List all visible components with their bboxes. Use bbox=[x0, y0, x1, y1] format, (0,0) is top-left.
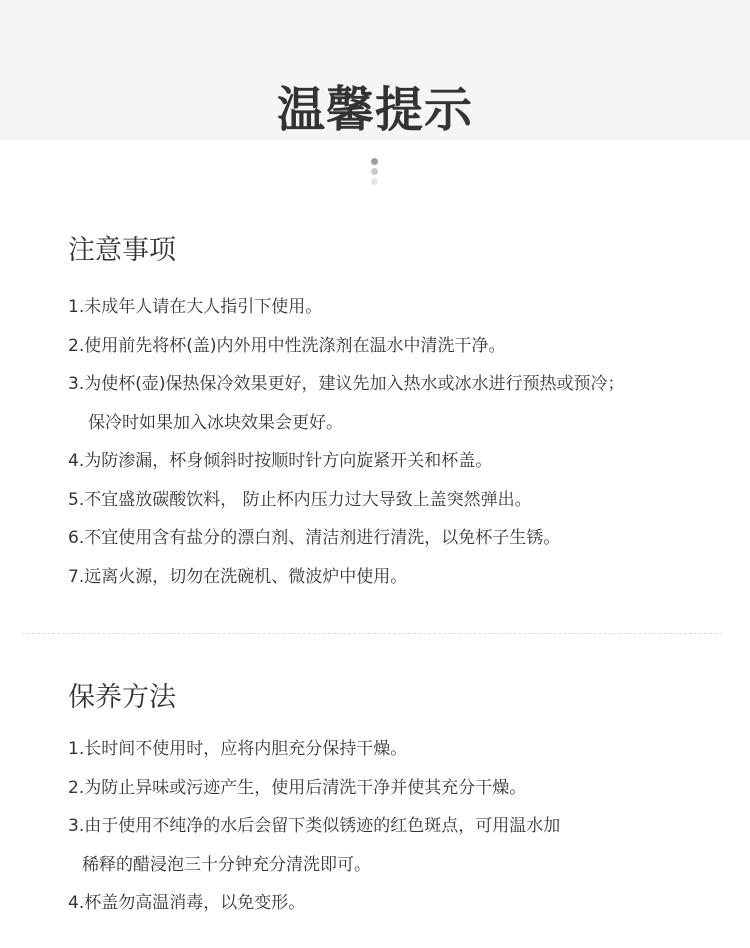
list-item-text: 2.为防止异味或污迹产生，使用后清洗干净并使其充分干燥。 bbox=[68, 777, 527, 798]
list-item bbox=[68, 365, 718, 442]
care-list bbox=[68, 730, 718, 923]
page-title: 温馨提示 bbox=[276, 82, 473, 138]
section-title-notice: 注意事项 bbox=[68, 235, 176, 266]
list-item bbox=[68, 769, 718, 808]
list-item-text: 1.长时间不使用时，应将内胆充分保持干燥。 bbox=[68, 739, 408, 759]
list-item bbox=[68, 807, 718, 884]
list-item-continuation: 保冷时如果加入冰块效果会更好。 bbox=[88, 412, 343, 433]
divider-dots bbox=[369, 158, 379, 188]
notice-list bbox=[68, 288, 718, 596]
list-item-text: 7.远离火源，切勿在洗碗机、微波炉中使用。 bbox=[68, 566, 408, 587]
list-item-text: 6.不宜使用含有盐分的漂白剂、清洁剂进行清洗，以免杯子生锈。 bbox=[68, 528, 561, 548]
section-divider bbox=[22, 633, 722, 634]
list-item-text: 3.由于使用不纯净的水后会留下类似锈迹的红色斑点，可用温水加 bbox=[68, 816, 561, 836]
list-item bbox=[68, 519, 718, 558]
list-item bbox=[68, 730, 718, 769]
section-title-care: 保养方法 bbox=[68, 682, 176, 713]
list-item bbox=[68, 327, 718, 366]
list-item bbox=[68, 481, 718, 520]
dot-decoration bbox=[371, 178, 378, 185]
list-item bbox=[68, 558, 718, 597]
list-item-text: 4.为防渗漏，杯身倾斜时按顺时针方向旋紧开关和杯盖。 bbox=[68, 451, 493, 471]
list-item-text: 5.不宜盛放碳酸饮料， 防止杯内压力过大导致上盖突然弹出。 bbox=[68, 489, 532, 510]
dot-decoration bbox=[371, 168, 378, 175]
list-item-text: 4.杯盖勿高温消毒，以免变形。 bbox=[68, 893, 306, 913]
list-item bbox=[68, 288, 718, 327]
dot-decoration bbox=[371, 158, 378, 165]
list-item-text: 2.使用前先将杯(盖)内外用中性洗涤剂在温水中清洗干净。 bbox=[68, 335, 506, 356]
list-item-text: 1.未成年人请在大人指引下使用。 bbox=[68, 297, 323, 317]
list-item bbox=[68, 442, 718, 481]
list-item bbox=[68, 884, 718, 923]
list-item-text: 3.为使杯(壶)保热保冷效果更好，建议先加入热水或冰水进行预热或预冷； bbox=[68, 374, 625, 394]
list-item-continuation: 稀释的醋浸泡三十分钟充分清洗即可。 bbox=[82, 854, 371, 875]
